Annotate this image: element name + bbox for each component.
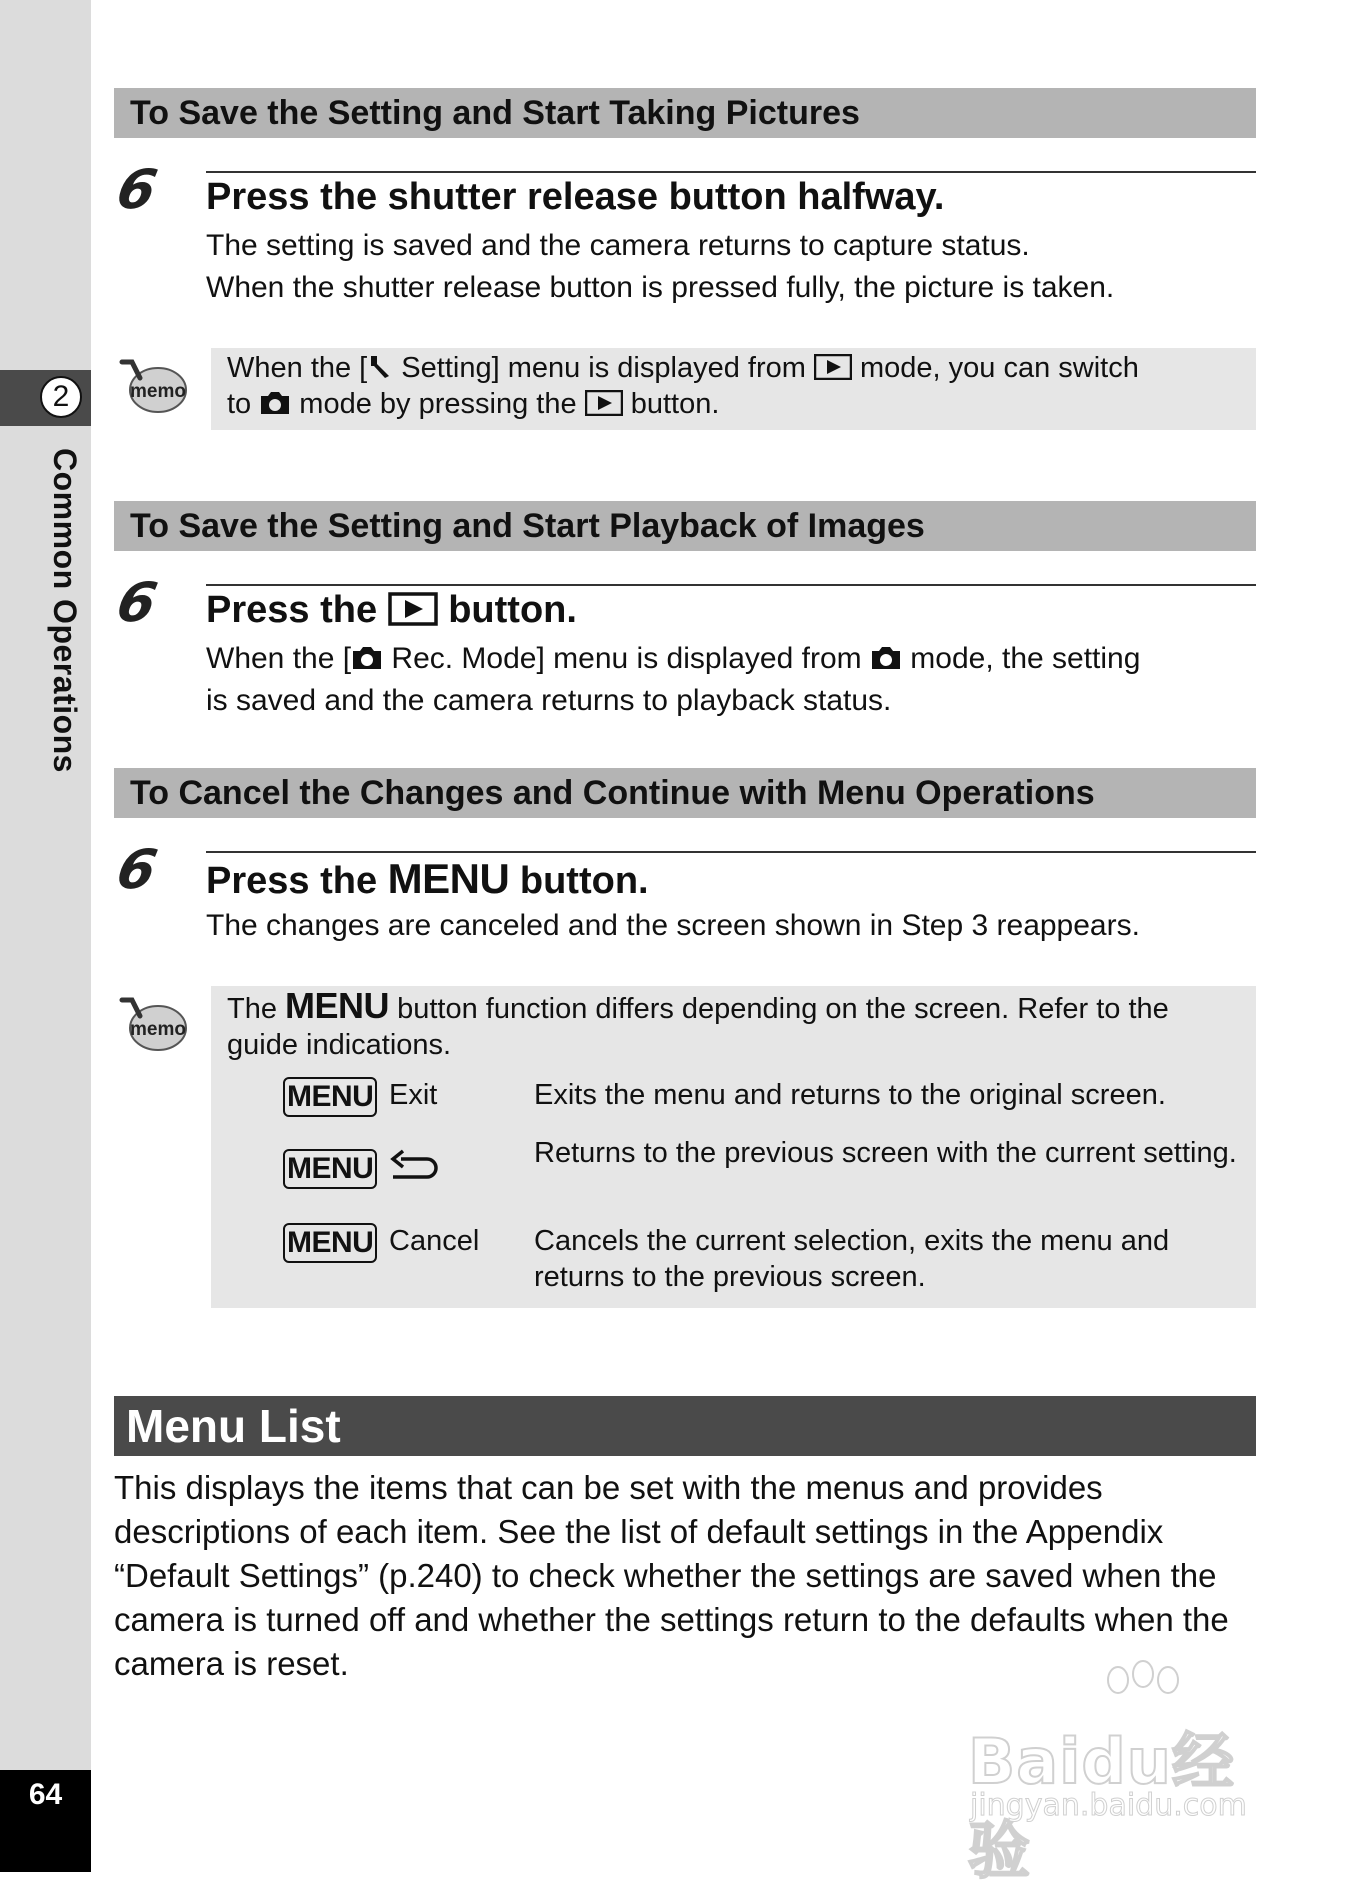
menu-word: MENU	[387, 855, 510, 902]
step-rule	[206, 851, 1256, 853]
memo-text: button.	[622, 388, 720, 420]
memo-text: When the [	[227, 352, 368, 384]
step-title-text: Press the	[206, 860, 388, 902]
playback-icon	[814, 354, 852, 380]
section-header-save-taking: To Save the Setting and Start Taking Pictures	[114, 88, 1256, 138]
memo-text: The	[227, 993, 286, 1025]
memo-icon	[118, 358, 188, 414]
step-rule	[206, 584, 1256, 586]
menu-list-intro: This displays the items that can be set with the menus and provides descriptions of each item. See the list of default settings in the Appendix “Default Settings” (p.240) to check whether the settings are saved when the camera is turned off and whether the settings return to the defaults when the camera is reset.	[114, 1469, 1229, 1682]
menu-key-icon: MENU	[283, 1149, 377, 1189]
step-title	[206, 855, 649, 903]
menu-word: MENU	[285, 985, 390, 1026]
step-body-line: is saved and the camera returns to playback status.	[206, 684, 892, 717]
playback-icon	[388, 592, 438, 626]
menu-key-icon: MENU	[283, 1223, 377, 1263]
camera-icon	[351, 645, 383, 671]
return-arrow-icon	[389, 1147, 441, 1187]
guide-description: Exits the menu and returns to the original screen.	[534, 1079, 1166, 1111]
step-title-text: button.	[437, 589, 577, 631]
camera-icon	[259, 390, 291, 416]
paw-icon	[1088, 1660, 1198, 1720]
memo-icon	[118, 996, 188, 1052]
guide-label: Cancel	[389, 1225, 480, 1257]
body-text: Rec. Mode] menu is displayed from	[383, 642, 870, 675]
memo-box	[211, 348, 1256, 430]
svg-text:memo: memo	[130, 1019, 186, 1040]
step-body-line: The changes are canceled and the screen shown in Step 3 reappears.	[206, 909, 1140, 942]
camera-icon	[870, 645, 902, 671]
step-body-line: The setting is saved and the camera returns to capture status.	[206, 229, 1030, 262]
memo-text: guide indications.	[227, 1029, 452, 1061]
chapter-title: Common Operations	[47, 448, 83, 773]
memo-text: button function differs depending on the screen. Refer to the	[389, 993, 1169, 1025]
sidebar	[0, 0, 91, 1872]
step-title-text: button.	[509, 860, 649, 902]
playback-icon	[585, 390, 623, 416]
body-text: mode, the setting	[901, 642, 1141, 675]
watermark	[968, 1660, 1288, 1887]
memo-text: mode by pressing the	[291, 388, 585, 420]
guide-label: Exit	[389, 1079, 438, 1111]
step-number: 6	[111, 158, 163, 221]
page-number: 64	[28, 1778, 63, 1811]
guide-description: Returns to the previous screen with the current setting.	[534, 1137, 1237, 1169]
section-header-save-playback: To Save the Setting and Start Playback of Images	[114, 501, 1256, 551]
memo-box	[211, 986, 1256, 1308]
chapter-number: 2	[40, 376, 82, 418]
menu-list-header: Menu List	[114, 1396, 1256, 1456]
svg-text:memo: memo	[130, 381, 186, 402]
body-text: When the [	[206, 642, 352, 675]
memo-text: to	[227, 388, 260, 420]
wrench-icon	[367, 354, 393, 380]
menu-key-icon: MENU	[283, 1077, 377, 1117]
step-title	[206, 589, 577, 632]
section-header-cancel: To Cancel the Changes and Continue with Menu Operations	[114, 768, 1256, 818]
guide-description: Cancels the current selection, exits the menu and returns to the previous screen.	[534, 1225, 1170, 1293]
watermark-url: jingyan.baidu.com	[970, 1788, 1247, 1823]
step-number: 6	[111, 838, 163, 901]
memo-text: Setting] menu is displayed from	[393, 352, 814, 384]
step-rule	[206, 171, 1256, 173]
step-body-line: When the shutter release button is pressed fully, the picture is taken.	[206, 271, 1115, 304]
step-number: 6	[111, 571, 163, 634]
step-body-line	[206, 638, 1140, 680]
watermark-brand: Baidu经验	[968, 1725, 1235, 1887]
memo-text: mode, you can switch	[851, 352, 1139, 384]
step-title: Press the shutter release button halfway.	[206, 176, 945, 218]
step-title-text: Press the	[206, 589, 388, 631]
